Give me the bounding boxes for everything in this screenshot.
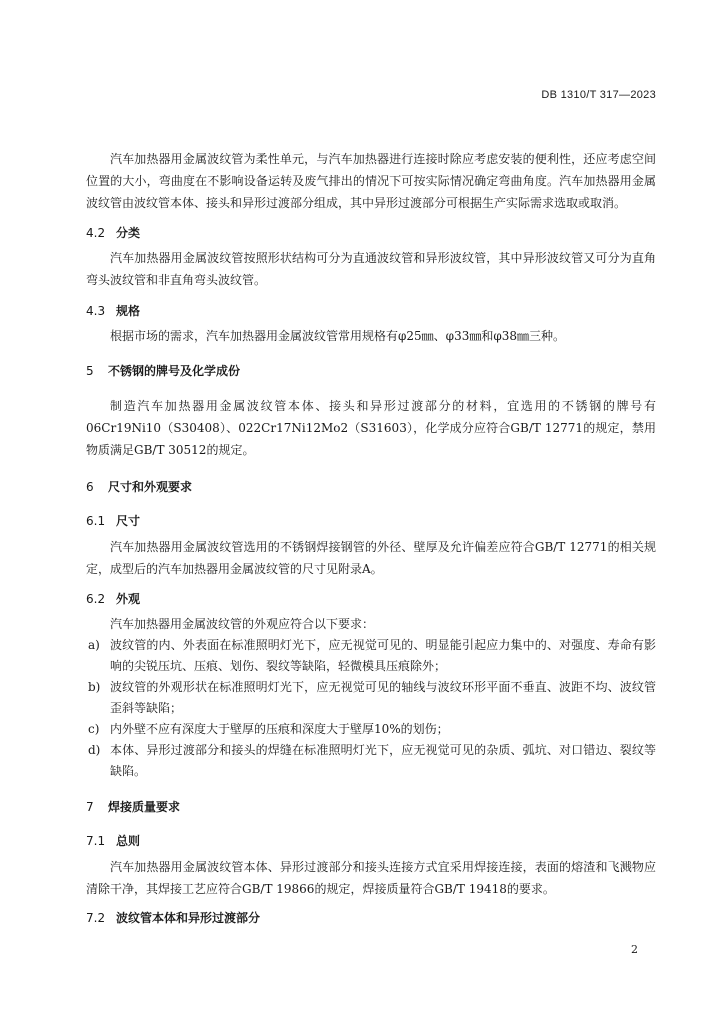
list-marker: d) [88,743,101,757]
section-title: 分类 [116,226,141,240]
section-number: 7.2 [86,911,106,925]
heading-7-1 [86,831,656,851]
list-item-text: 波纹管的内、外表面在标准照明灯光下，应无视觉可见的、明显能引起应力集中的、对强度、寿命有影响的尖锐压坑、压痕、划伤、裂纹等缺陷，轻微模具压痕除外； [110,638,656,673]
section-number: 5 [86,364,94,378]
list-item-text: 本体、异形过渡部分和接头的焊缝在标准照明灯光下，应无视觉可见的杂质、弧坑、对口错边、裂纹等缺陷。 [110,743,656,778]
list-item-text: 内外壁不应有深度大于壁厚的压痕和深度大于壁厚10%的划伤； [110,722,449,736]
section-number: 4.2 [86,226,106,240]
list-item [86,677,656,719]
heading-6 [86,477,656,497]
list-item [86,740,656,782]
section-number: 7.1 [86,834,106,848]
paragraph-6-1: 汽车加热器用金属波纹管选用的不锈钢焊接钢管的外径、壁厚及允许偏差应符合GB/T 12771的相关规定，成型后的汽车加热器用金属波纹管的尺寸见附录A。 [86,540,656,576]
section-title: 总则 [116,834,141,848]
section-title: 尺寸和外观要求 [108,480,193,494]
list-item-text: 波纹管的外观形状在标准照明灯光下，应无视觉可见的轴线与波纹环形平面不垂直、波距不均、波纹管歪斜等缺陷； [110,680,656,715]
list-marker: b) [88,680,101,694]
section-title: 规格 [116,304,141,318]
section-title: 尺寸 [116,514,141,528]
heading-4-2 [86,223,656,243]
paragraph-4-3: 根据市场的需求，汽车加热器用金属波纹管常用规格有φ25㎜、φ33㎜和φ38㎜三种。 [110,329,566,343]
appearance-requirements-list [86,635,656,782]
intro-paragraph: 汽车加热器用金属波纹管为柔性单元，与汽车加热器进行连接时除应考虑安装的便利性，还应考虑空间位置的大小，弯曲度在不影响设备运转及废气排出的情况下可按实际情况确定弯曲角度。汽车加热器用金属波纹管由波纹管本体、接头和异形过渡部分组成，其中异形过渡部分可根据生产实际需求选取或取消。 [86,152,656,210]
list-marker: a) [88,638,100,652]
page-number: 2 [631,943,638,956]
section-number: 6.1 [86,514,106,528]
heading-5 [86,361,656,381]
heading-6-2 [86,589,656,609]
section-title: 外观 [116,592,141,606]
paragraph-5: 制造汽车加热器用金属波纹管本体、接头和异形过渡部分的材料，宜选用的不锈钢的牌号有06Cr19Ni10（S30408）、022Cr17Ni12Mo2（S31603），化学成分应符合GB/T 12771的规定，禁用物质满足GB/T 30512的规定。 [86,399,656,457]
section-title: 焊接质量要求 [108,800,181,814]
section-number: 7 [86,800,94,814]
section-number: 6 [86,480,94,494]
paragraph-7-1: 汽车加热器用金属波纹管本体、异形过渡部分和接头连接方式宜采用焊接连接，表面的熔渣和飞溅物应清除干净，其焊接工艺应符合GB/T 19866的规定，焊接质量符合GB/T 19418的要求。 [86,860,656,896]
paragraph-4-2: 汽车加热器用金属波纹管按照形状结构可分为直通波纹管和异形波纹管，其中异形波纹管又可分为直角弯头波纹管和非直角弯头波纹管。 [86,251,656,287]
document-body [86,148,656,928]
standard-code: DB 1310/T 317—2023 [541,89,656,101]
heading-7-2 [86,908,656,928]
section-number: 6.2 [86,592,106,606]
heading-7 [86,797,656,817]
heading-6-1 [86,511,656,531]
heading-4-3 [86,301,656,321]
section-number: 4.3 [86,304,106,318]
section-title: 波纹管本体和异形过渡部分 [116,911,261,925]
list-marker: c) [88,722,100,736]
paragraph-6-2: 汽车加热器用金属波纹管的外观应符合以下要求： [110,617,375,631]
list-item [86,719,656,740]
list-item [86,635,656,677]
section-title: 不锈钢的牌号及化学成份 [108,364,241,378]
